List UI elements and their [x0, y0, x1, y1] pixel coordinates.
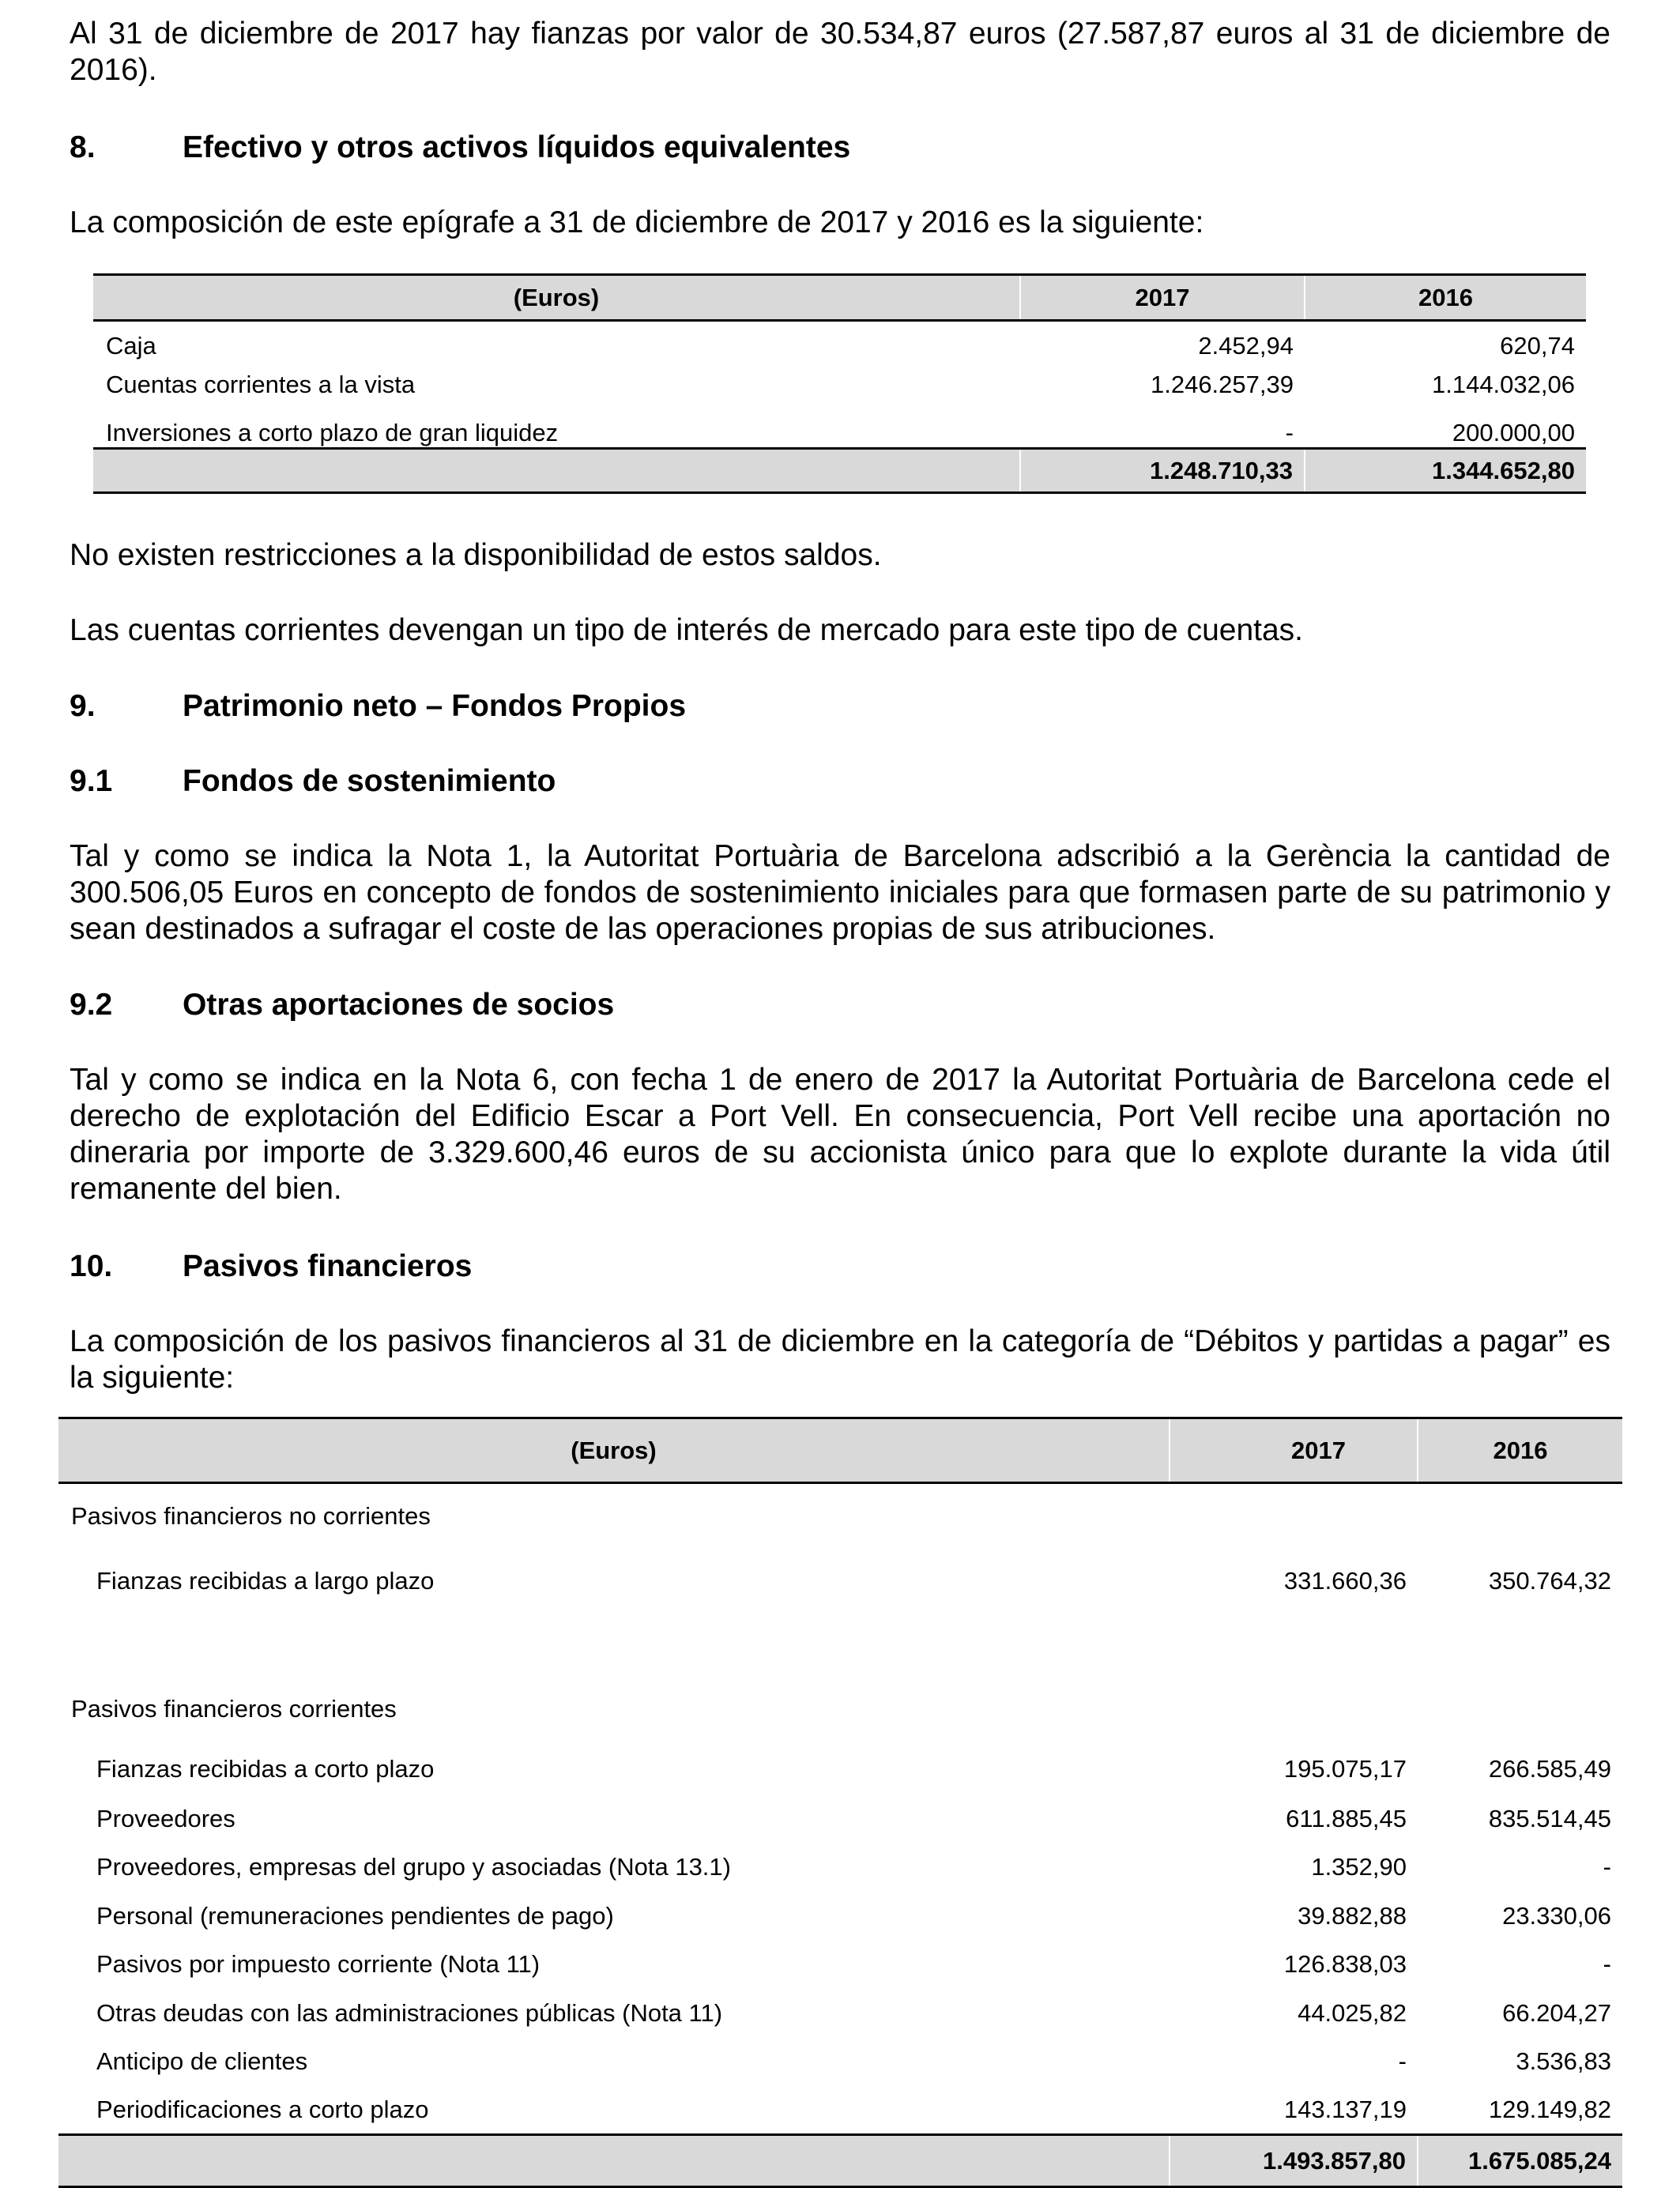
row-label: Proveedores: [96, 1804, 235, 1832]
section-title: Efectivo y otros activos líquidos equivalentes: [183, 130, 851, 164]
row-value-2016: -: [1603, 1853, 1611, 1881]
table-row: [58, 1989, 1622, 2038]
noncurrent-title: Pasivos financieros no corrientes: [71, 1502, 431, 1530]
section-10-intro: La composición de los pasivos financieros al 31 de diciembre en la categoría de “Débitos y partidas a pagar” es la siguiente:: [70, 1324, 1610, 1395]
row-value-2016: 200.000,00: [1452, 419, 1575, 446]
row-value-2016: 1.144.032,06: [1431, 370, 1575, 398]
row-label: Pasivos por impuesto corriente (Nota 11): [96, 1950, 541, 1979]
total-2016: 1.344.652,80: [1305, 449, 1586, 493]
total-2016: 1.675.085,24: [1418, 2135, 1622, 2187]
row-value-2017: 39.882,88: [1298, 1901, 1407, 1930]
table-row: [93, 321, 1586, 363]
table-header-row: [93, 275, 1586, 321]
row-value-2017: 1.246.257,39: [1150, 370, 1294, 398]
row-value-2017: 611.885,45: [1286, 1804, 1407, 1832]
row-value-2017: 44.025,82: [1298, 1998, 1407, 2027]
table-row: [58, 1549, 1622, 1614]
table-row: [58, 1941, 1622, 1990]
row-label: Fianzas recibidas a corto plazo: [96, 1755, 435, 1783]
row-value-2017: 143.137,19: [1283, 2096, 1407, 2123]
row-value-2017: 195.075,17: [1283, 1755, 1407, 1783]
table-header-row: [58, 1418, 1622, 1483]
row-value-2016: -: [1603, 1950, 1611, 1979]
section-title: Fondos de sostenimiento: [183, 764, 556, 798]
table-row: [58, 2086, 1622, 2135]
row-value-2016: 620,74: [1500, 332, 1575, 360]
header-2017: 2017: [1170, 1418, 1418, 1483]
total-label-cell: [58, 2135, 1170, 2187]
row-label: Periodificaciones a corto plazo: [96, 2096, 429, 2123]
row-label: Anticipo de clientes: [96, 2047, 308, 2076]
cash-equivalents-table: [93, 273, 1586, 494]
total-label-cell: [93, 449, 1020, 493]
section-number: 8.: [70, 130, 96, 164]
total-2017: 1.248.710,33: [1020, 449, 1305, 493]
current-title: Pasivos financieros corrientes: [71, 1695, 397, 1723]
row-label: Cuentas corrientes a la vista: [106, 370, 416, 398]
row-value-2016: 129.149,82: [1488, 2096, 1611, 2123]
section-number: 9.2: [70, 988, 113, 1022]
section-number: 10.: [70, 1249, 113, 1283]
row-value-2017: 126.838,03: [1283, 1950, 1407, 1979]
section-title: Otras aportaciones de socios: [183, 988, 615, 1022]
section-9-1-text: Tal y como se indica la Nota 1, la Autoritat Portuària de Barcelona adscribió a la Gerència la cantidad de 300.506,05 Euros en concepto de fondos de sostenimiento iniciales para que formasen parte de su patrimonio y sean destinados a sufragar el coste de las operaciones propias de sus atribuciones.: [70, 839, 1610, 946]
section-title: Patrimonio neto – Fondos Propios: [183, 689, 687, 723]
section-number: 9.1: [70, 764, 113, 798]
header-label: (Euros): [93, 275, 1020, 321]
table-row: [58, 1728, 1622, 1794]
row-value-2016: 3.536,83: [1516, 2047, 1611, 2076]
row-value-2017: 1.352,90: [1311, 1853, 1407, 1881]
row-value-2017: -: [1285, 419, 1294, 446]
header-label: (Euros): [58, 1418, 1170, 1483]
table-row: [58, 1843, 1622, 1892]
row-label: Caja: [106, 332, 156, 360]
table-row: [93, 406, 1586, 449]
financial-liabilities-table: [58, 1417, 1622, 2188]
table-row: [58, 1794, 1622, 1843]
row-value-2017: -: [1398, 2047, 1407, 2076]
section-8-intro: La composición de este epígrafe a 31 de diciembre de 2017 y 2016 es la siguiente:: [70, 205, 1204, 239]
table-total-row: [58, 2135, 1622, 2187]
row-value-2017: 2.452,94: [1198, 332, 1294, 360]
intro-paragraph: Al 31 de diciembre de 2017 hay fianzas por valor de 30.534,87 euros (27.587,87 euros al 31 de diciembre de 2016).: [70, 17, 1610, 87]
section-8-note-2: Las cuentas corrientes devengan un tipo de interés de mercado para este tipo de cuentas.: [70, 613, 1304, 647]
row-value-2016: 66.204,27: [1502, 1998, 1611, 2027]
section-number: 9.: [70, 689, 96, 723]
header-2016: 2016: [1418, 1418, 1622, 1483]
header-2017: 2017: [1020, 275, 1305, 321]
section-title-row: [58, 1483, 1622, 1550]
section-9-2-text: Tal y como se indica en la Nota 6, con fecha 1 de enero de 2017 la Autoritat Portuària de Barcelona cede el derecho de explotación del Edificio Escar a Port Vell. En consecuencia, Port Vell recibe una aportación no dineraria por importe de 3.329.600,46 euros de su accionista único para que lo explote durante la vida útil remanente del bien.: [70, 1063, 1610, 1206]
row-label: Inversiones a corto plazo de gran liquidez: [106, 419, 559, 446]
table-row: [58, 1892, 1622, 1941]
row-value-2016: 266.585,49: [1488, 1755, 1611, 1783]
row-value-2016: 23.330,06: [1502, 1901, 1611, 1930]
row-value-2016: 835.514,45: [1488, 1804, 1611, 1832]
header-2016: 2016: [1305, 275, 1586, 321]
table-row: [93, 363, 1586, 406]
row-label: Personal (remuneraciones pendientes de pago): [96, 1901, 614, 1930]
section-8-note-1: No existen restricciones a la disponibilidad de estos saldos.: [70, 538, 882, 572]
section-title-row: [58, 1614, 1622, 1728]
row-label: Fianzas recibidas a largo plazo: [96, 1567, 435, 1595]
row-value-2016: 350.764,32: [1488, 1567, 1611, 1595]
table-total-row: [93, 449, 1586, 493]
total-2017: 1.493.857,80: [1170, 2135, 1418, 2187]
table-row: [58, 2038, 1622, 2087]
row-label: Proveedores, empresas del grupo y asociadas (Nota 13.1): [96, 1853, 731, 1881]
row-label: Otras deudas con las administraciones públicas (Nota 11): [96, 1998, 723, 2027]
section-title: Pasivos financieros: [183, 1249, 473, 1283]
row-value-2017: 331.660,36: [1283, 1567, 1407, 1595]
